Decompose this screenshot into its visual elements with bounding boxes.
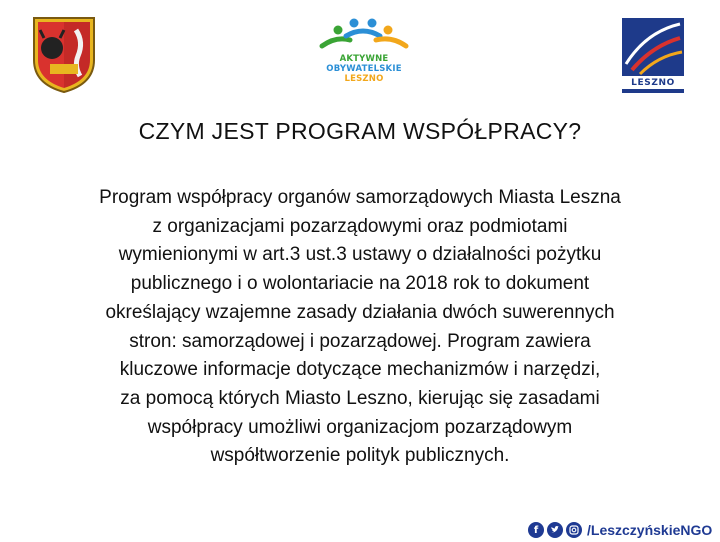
logo-text-obywatelskie: OBYWATELSKIE [326, 64, 402, 74]
leszno-city-logo [622, 18, 686, 90]
body-line: stron: samorządowej i pozarządowej. Program zawiera [129, 330, 591, 352]
body-line: wymienionymi w art.3 ust.3 ustawy o działalności pożytku [118, 244, 602, 266]
social-footer [528, 518, 712, 542]
body-paragraph [40, 184, 680, 471]
body-line: kluczowe informacje dotyczące mechanizmów i narzędzi, [119, 359, 601, 381]
body-line: współtworzenie polityk publicznych. [210, 445, 510, 467]
twitter-icon[interactable] [547, 522, 563, 538]
body-line: za pomocą których Miasto Leszno, kierując się zasadami [120, 387, 600, 409]
people-figures-icon [316, 14, 412, 54]
aktywne-obywatelskie-logo [312, 14, 416, 90]
coat-of-arms-icon [28, 12, 100, 96]
leszno-emblem [622, 18, 684, 76]
coat-of-arms-logo [28, 12, 100, 96]
logo-text-aktywne: AKTYWNE [339, 54, 389, 64]
facebook-icon[interactable]: f [528, 522, 544, 538]
instagram-icon[interactable] [566, 522, 582, 538]
leszno-logo-tagline-bar [622, 89, 684, 93]
page-title: CZYM JEST PROGRAM WSPÓŁPRACY? [138, 118, 582, 144]
social-handle[interactable]: /LeszczyńskieNGO [587, 522, 713, 538]
body-line: Program współpracy organów samorządowych Miasta Leszna [99, 187, 621, 208]
body-line: z organizacjami pozarządowymi oraz podmiotami [152, 215, 568, 237]
body-line: określający wzajemne zasady działania dwóch suwerennych [105, 301, 615, 323]
body-line: współpracy umożliwi organizacjom pozarządowym [147, 416, 573, 438]
body-line: publicznego i o wolontariacie na 2018 rok to dokument [130, 273, 590, 295]
leszno-logo-name: LESZNO [631, 78, 675, 88]
logo-text-leszno: LESZNO [344, 74, 384, 84]
leszno-swoosh-icon [622, 18, 684, 76]
